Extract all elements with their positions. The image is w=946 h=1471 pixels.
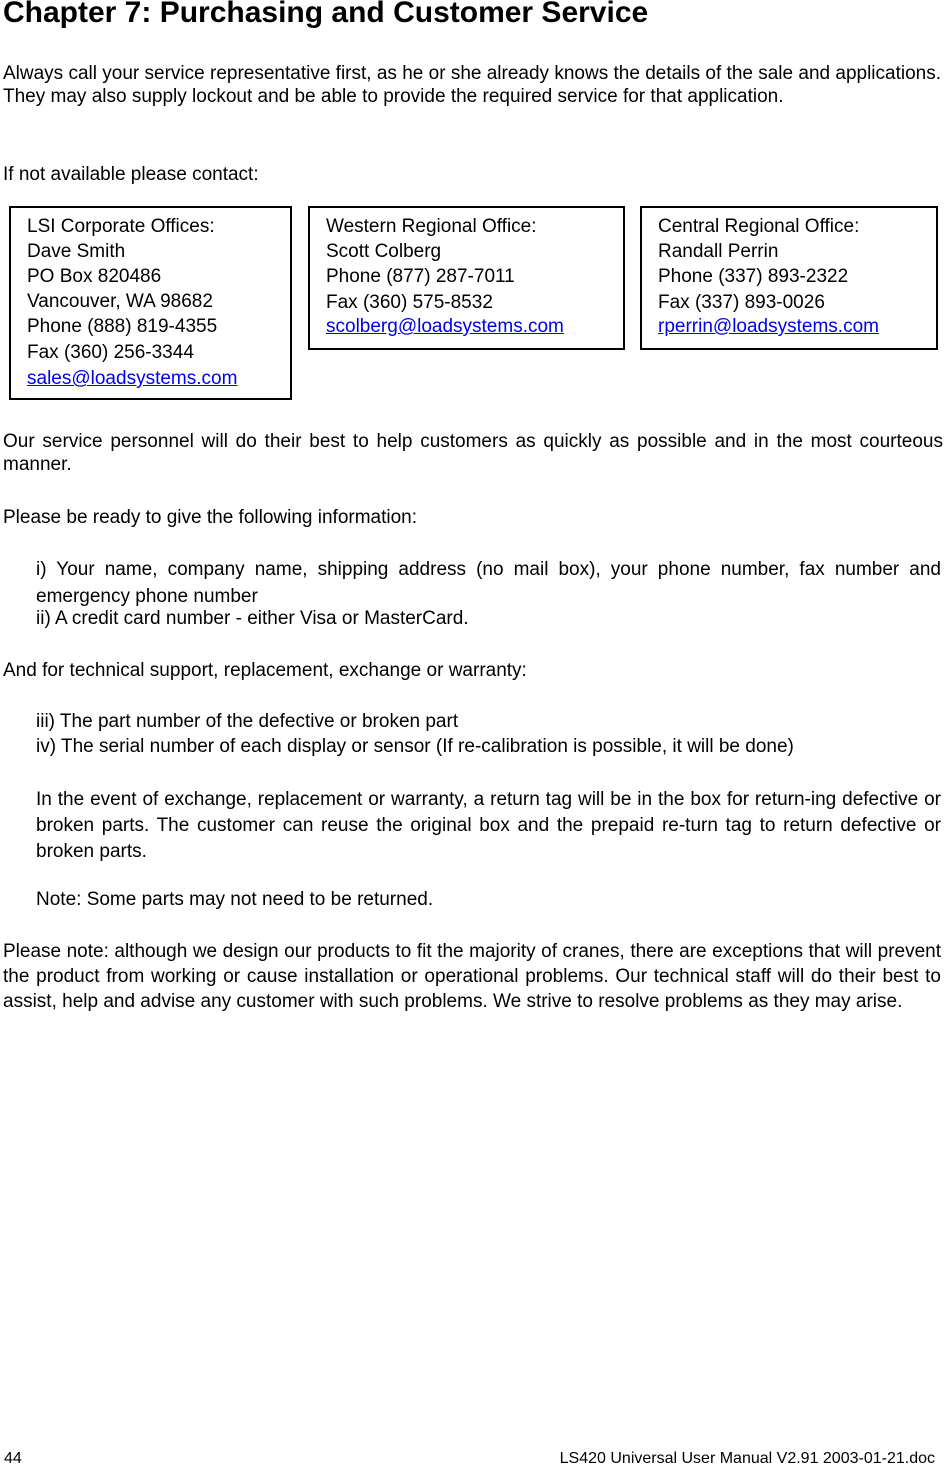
service-paragraph: Our service personnel will do their best to help customers as quickly as possible and in the most courteous manner. (3, 431, 943, 475)
office-heading: LSI Corporate Offices: (27, 216, 215, 237)
phone-line: Phone (877) 287-7011 (326, 266, 515, 287)
phone-line: Phone (888) 819-4355 (27, 316, 218, 337)
return-note: Note: Some parts may not need to be returned. (36, 889, 434, 910)
chapter-title: Chapter 7: Purchasing and Customer Service (3, 0, 649, 29)
email-link[interactable]: scolberg@loadsystems.com (326, 316, 564, 337)
office-heading: Central Regional Office: (658, 216, 860, 237)
tech-item: iii) The part number of the defective or broken part (36, 711, 459, 732)
western-office-box (308, 206, 625, 350)
office-heading: Western Regional Office: (326, 216, 537, 237)
contact-name: Dave Smith (27, 241, 126, 262)
exchange-paragraph: In the event of exchange, replacement or warranty, a return tag will be in the box for return-ing defective or broken parts. The customer can reuse the original box and the prepaid re-turn tag to return defective or broken parts. (36, 789, 941, 862)
contact-prompt: If not available please contact: (3, 164, 259, 185)
closing-paragraph: Please note: although we design our products to fit the majority of cranes, there are exceptions that will prevent the product from working or cause installation or operational problems. Our technical staff will do their best to assist, help and advise any customer with such problems. We strive to resolve problems as they may arise. (3, 941, 941, 1012)
fax-line: Fax (337) 893-0026 (658, 292, 825, 313)
page-number: 44 (4, 1450, 22, 1467)
info-prompt: Please be ready to give the following information: (3, 507, 418, 528)
contact-name: Scott Colberg (326, 241, 442, 262)
info-item: ii) A credit card number - either Visa or MasterCard. (36, 608, 469, 629)
address-line: PO Box 820486 (27, 266, 162, 287)
phone-line: Phone (337) 893-2322 (658, 266, 849, 287)
central-office-box (640, 206, 938, 350)
contact-name: Randall Perrin (658, 241, 779, 262)
intro-paragraph: Always call your service representative first, as he or she already knows the details of the sale and applications. They may also supply lockout and be able to provide the required service for that application. (3, 63, 941, 107)
tech-prompt: And for technical support, replacement, exchange or warranty: (3, 660, 527, 681)
info-item: i) Your name, company name, shipping address (no mail box), your phone number, fax number and emergency phone number (36, 559, 941, 607)
fax-line: Fax (360) 575-8532 (326, 292, 493, 313)
address-line: Vancouver, WA 98682 (27, 291, 213, 312)
email-link[interactable]: sales@loadsystems.com (27, 368, 238, 389)
email-link[interactable]: rperrin@loadsystems.com (658, 316, 879, 337)
document-name: LS420 Universal User Manual V2.91 2003-01-21.doc (559, 1450, 935, 1467)
fax-line: Fax (360) 256-3344 (27, 342, 194, 363)
corporate-office-box (9, 206, 292, 400)
tech-item: iv) The serial number of each display or sensor (If re-calibration is possible, it will be done) (36, 736, 794, 757)
